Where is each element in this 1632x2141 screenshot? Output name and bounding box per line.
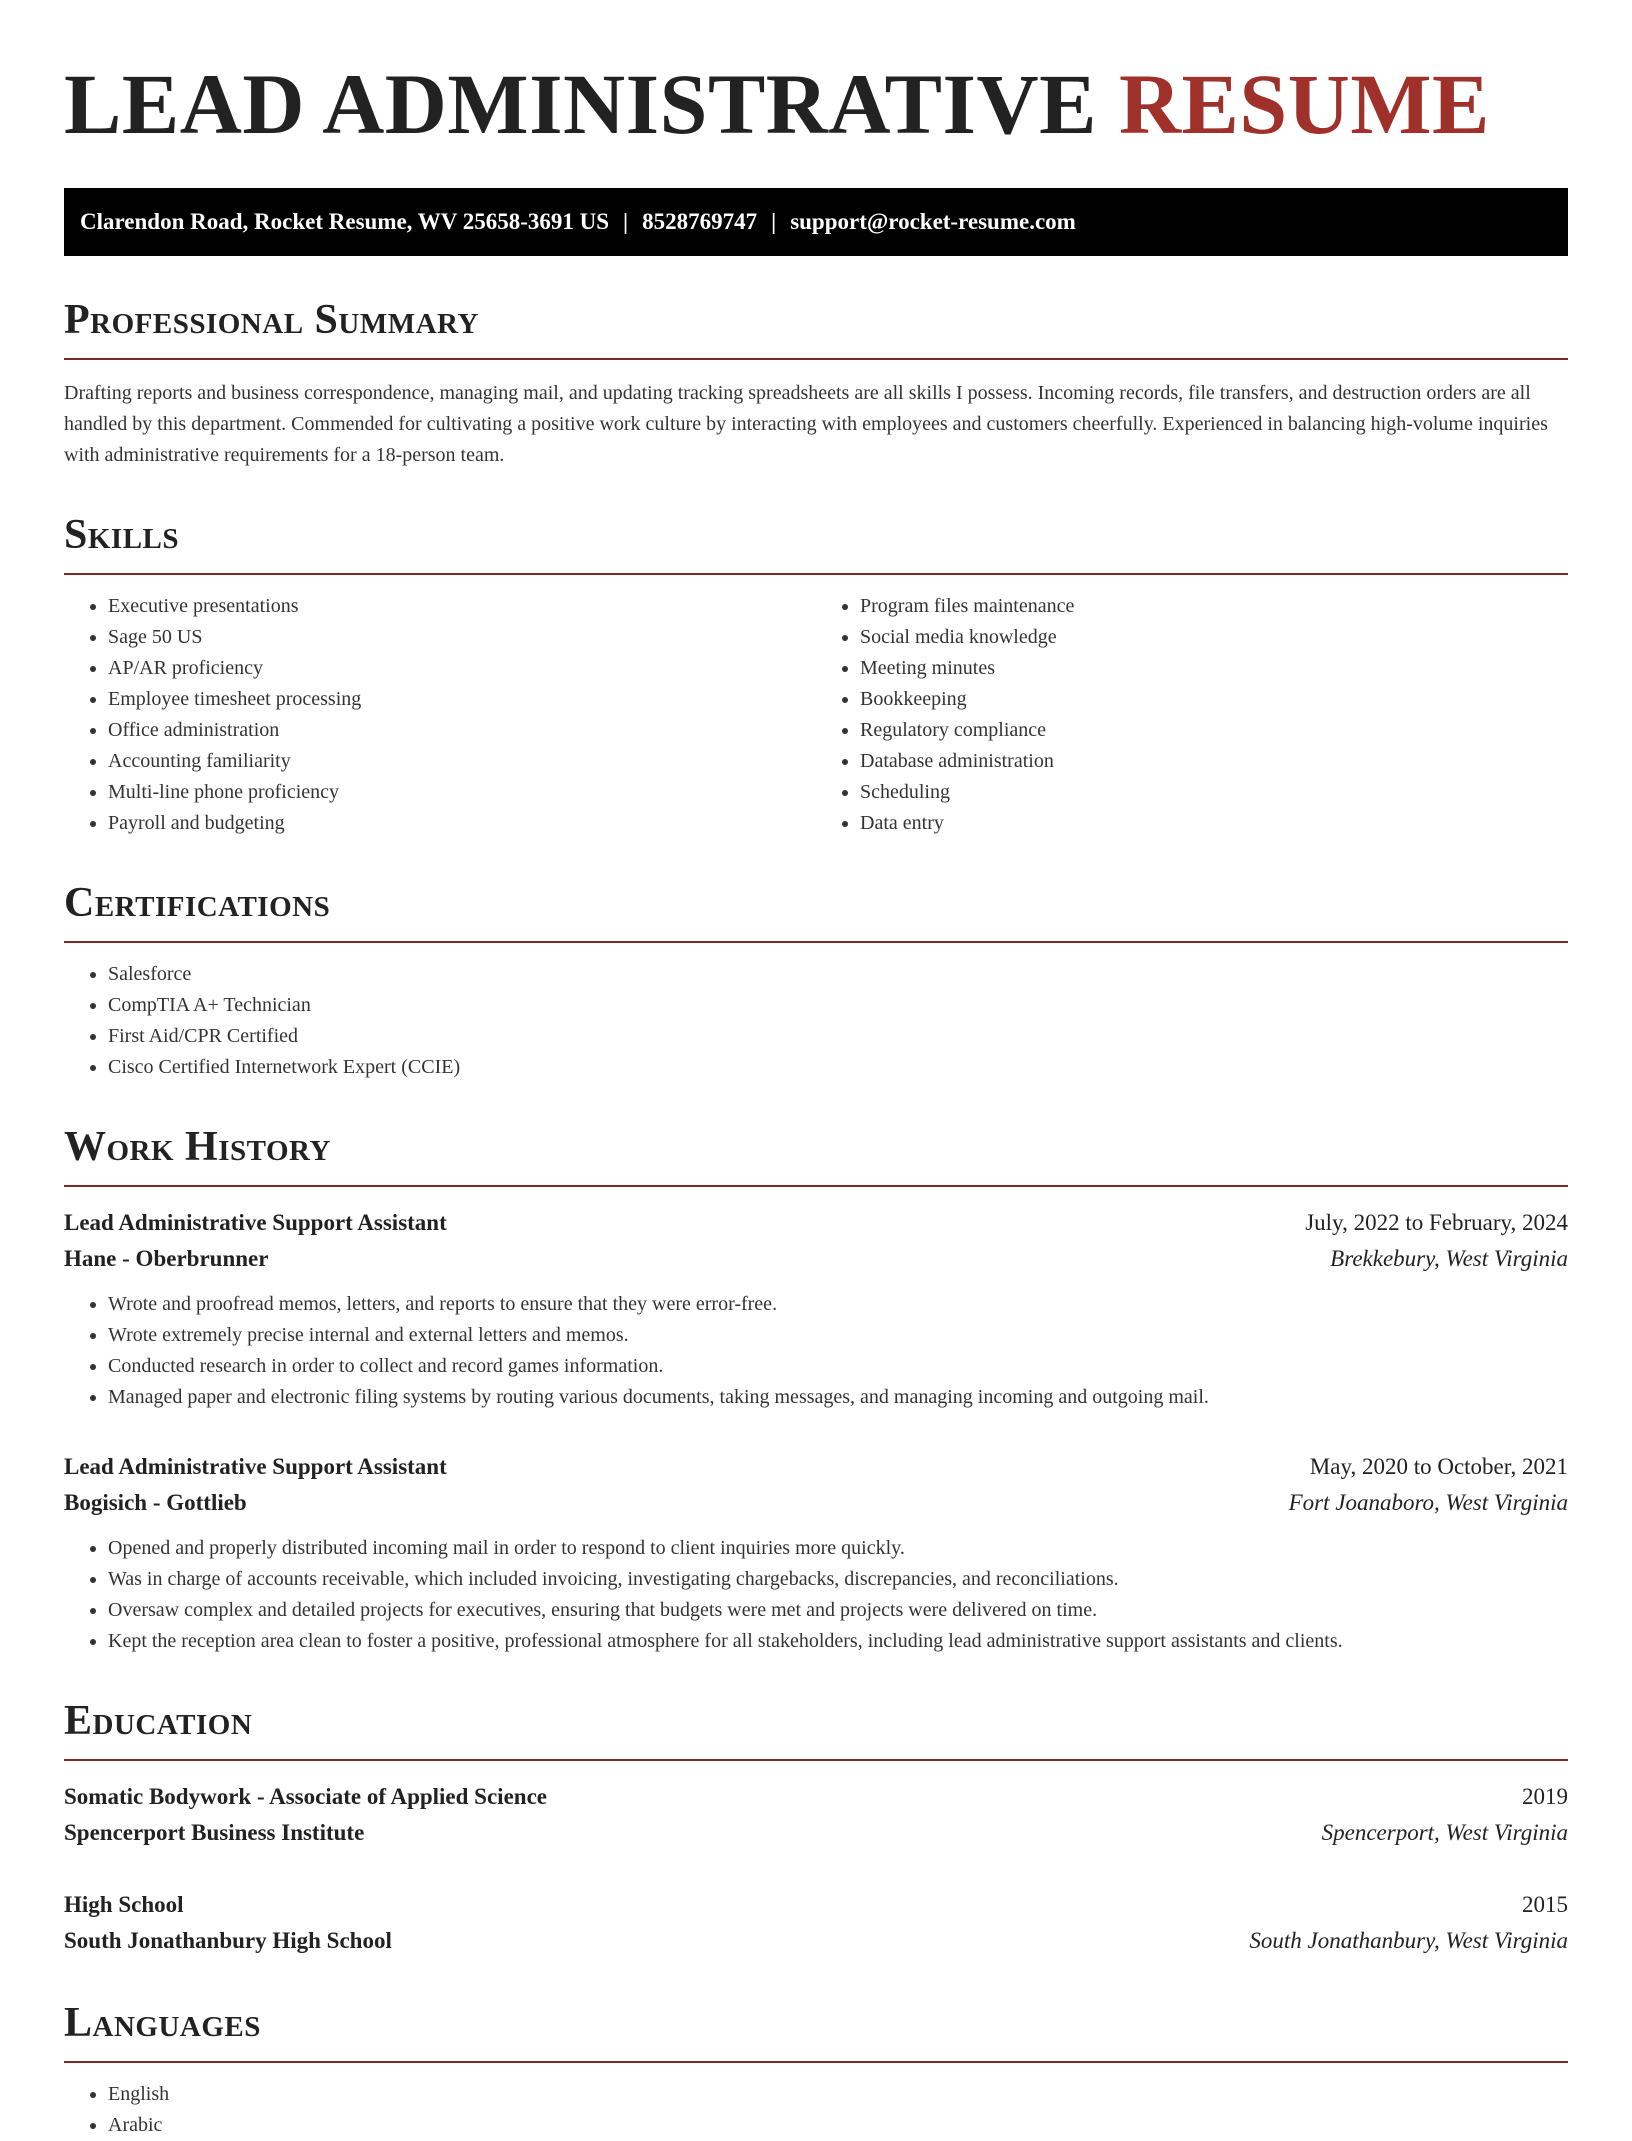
summary-section bbox=[64, 296, 1568, 471]
job-entry bbox=[64, 1449, 1568, 1657]
skill-item: • AP/AR proficiency bbox=[108, 653, 816, 684]
contact-separator: | bbox=[771, 209, 777, 234]
education-school: Spencerport Business Institute bbox=[64, 1820, 365, 1845]
skill-item: • Payroll and budgeting bbox=[108, 808, 816, 839]
certification-item: • First Aid/CPR Certified bbox=[108, 1021, 1568, 1052]
contact-bar bbox=[64, 188, 1568, 256]
job-dates: July, 2022 to February, 2024 bbox=[1305, 1210, 1568, 1235]
job-entry bbox=[64, 1205, 1568, 1413]
skill-item: • Sage 50 US bbox=[108, 622, 816, 653]
skills-list-left bbox=[64, 591, 816, 839]
job-header-row bbox=[64, 1449, 1568, 1485]
job-duty: • Oversaw complex and detailed projects for executives, ensuring that budgets were met and projects were delivered on time. bbox=[108, 1595, 1568, 1626]
job-duty: • Conducted research in order to collect and record games information. bbox=[108, 1351, 1568, 1382]
certification-item: • CompTIA A+ Technician bbox=[108, 990, 1568, 1021]
skill-item: • Social media knowledge bbox=[860, 622, 1568, 653]
skill-item: • Bookkeeping bbox=[860, 684, 1568, 715]
skill-item: • Employee timesheet processing bbox=[108, 684, 816, 715]
education-location: Spencerport, West Virginia bbox=[1321, 1820, 1568, 1845]
skill-item: • Scheduling bbox=[860, 777, 1568, 808]
job-company: Hane - Oberbrunner bbox=[64, 1246, 269, 1271]
job-duty: • Wrote extremely precise internal and external letters and memos. bbox=[108, 1320, 1568, 1351]
education-heading: Education bbox=[64, 1697, 1568, 1761]
languages-list bbox=[64, 2079, 1568, 2141]
contact-phone[interactable]: 8528769747 bbox=[642, 209, 758, 234]
education-degree-row bbox=[64, 1887, 1568, 1923]
work-history-section bbox=[64, 1123, 1568, 1657]
job-company-row bbox=[64, 1485, 1568, 1521]
education-degree: High School bbox=[64, 1892, 184, 1917]
job-duty: • Wrote and proofread memos, letters, and reports to ensure that they were error-free. bbox=[108, 1289, 1568, 1320]
language-item: • Arabic bbox=[108, 2110, 1568, 2141]
skill-item: • Program files maintenance bbox=[860, 591, 1568, 622]
certification-item: • Salesforce bbox=[108, 959, 1568, 990]
job-duty: • Managed paper and electronic filing systems by routing various documents, taking messages, and managing incoming and outgoing mail. bbox=[108, 1382, 1568, 1413]
skill-item: • Regulatory compliance bbox=[860, 715, 1568, 746]
education-school: South Jonathanbury High School bbox=[64, 1928, 392, 1953]
education-entry bbox=[64, 1887, 1568, 1959]
certifications-heading: Certifications bbox=[64, 879, 1568, 943]
job-dates: May, 2020 to October, 2021 bbox=[1309, 1454, 1568, 1479]
skill-item: • Meeting minutes bbox=[860, 653, 1568, 684]
summary-text: Drafting reports and business correspondence, managing mail, and updating tracking spreadsheets are all skills I possess. Incoming records, file transfers, and destruction orders are all handled by this department. Commended for cultivating a positive work culture by interacting with employees and customers cheerfully. Experienced in balancing high-volume inquiries with administrative requirements for a 18-person team. bbox=[64, 382, 1548, 466]
title-main: LEAD ADMINISTRATIVE bbox=[64, 56, 1097, 152]
skills-heading: Skills bbox=[64, 511, 1568, 575]
education-school-row bbox=[64, 1815, 1568, 1851]
skill-item: • Database administration bbox=[860, 746, 1568, 777]
education-school-row bbox=[64, 1923, 1568, 1959]
education-year: 2015 bbox=[1522, 1892, 1568, 1917]
skill-item: • Executive presentations bbox=[108, 591, 816, 622]
work-history-heading: Work History bbox=[64, 1123, 1568, 1187]
education-year: 2019 bbox=[1522, 1784, 1568, 1809]
education-entry bbox=[64, 1779, 1568, 1851]
skills-columns bbox=[64, 575, 1568, 839]
skills-section bbox=[64, 511, 1568, 839]
job-company: Bogisich - Gottlieb bbox=[64, 1490, 247, 1515]
contact-address: Clarendon Road, Rocket Resume, WV 25658-3691 US bbox=[80, 209, 610, 234]
skill-item: • Data entry bbox=[860, 808, 1568, 839]
languages-heading: Languages bbox=[64, 1999, 1568, 2063]
certifications-list bbox=[64, 959, 1568, 1083]
resume-title bbox=[64, 56, 1568, 152]
title-accent: RESUME bbox=[1118, 56, 1490, 152]
skill-item: • Office administration bbox=[108, 715, 816, 746]
education-degree-row bbox=[64, 1779, 1568, 1815]
language-item: • English bbox=[108, 2079, 1568, 2110]
certification-item: • Cisco Certified Internetwork Expert (CCIE) bbox=[108, 1052, 1568, 1083]
job-title: Lead Administrative Support Assistant bbox=[64, 1454, 447, 1479]
job-duties-list bbox=[64, 1533, 1568, 1657]
job-location: Fort Joanaboro, West Virginia bbox=[1288, 1490, 1568, 1515]
job-duty: • Opened and properly distributed incoming mail in order to respond to client inquiries more quickly. bbox=[108, 1533, 1568, 1564]
job-duty: • Kept the reception area clean to foster a positive, professional atmosphere for all stakeholders, including lead administrative support assistants and clients. bbox=[108, 1626, 1568, 1657]
contact-separator: | bbox=[623, 209, 629, 234]
education-degree: Somatic Bodywork - Associate of Applied Science bbox=[64, 1784, 547, 1809]
summary-heading: Professional Summary bbox=[64, 296, 1568, 360]
skills-list-right bbox=[816, 591, 1568, 839]
job-header-row bbox=[64, 1205, 1568, 1241]
job-company-row bbox=[64, 1241, 1568, 1277]
education-location: South Jonathanbury, West Virginia bbox=[1249, 1928, 1568, 1953]
skill-item: • Multi-line phone proficiency bbox=[108, 777, 816, 808]
job-duty: • Was in charge of accounts receivable, which included invoicing, investigating chargebacks, discrepancies, and reconciliations. bbox=[108, 1564, 1568, 1595]
education-section bbox=[64, 1697, 1568, 1959]
languages-section bbox=[64, 1999, 1568, 2141]
contact-email[interactable]: support@rocket-resume.com bbox=[790, 209, 1076, 234]
job-duties-list bbox=[64, 1289, 1568, 1413]
certifications-section bbox=[64, 879, 1568, 1083]
job-title: Lead Administrative Support Assistant bbox=[64, 1210, 447, 1235]
job-location: Brekkebury, West Virginia bbox=[1330, 1246, 1568, 1271]
skill-item: • Accounting familiarity bbox=[108, 746, 816, 777]
